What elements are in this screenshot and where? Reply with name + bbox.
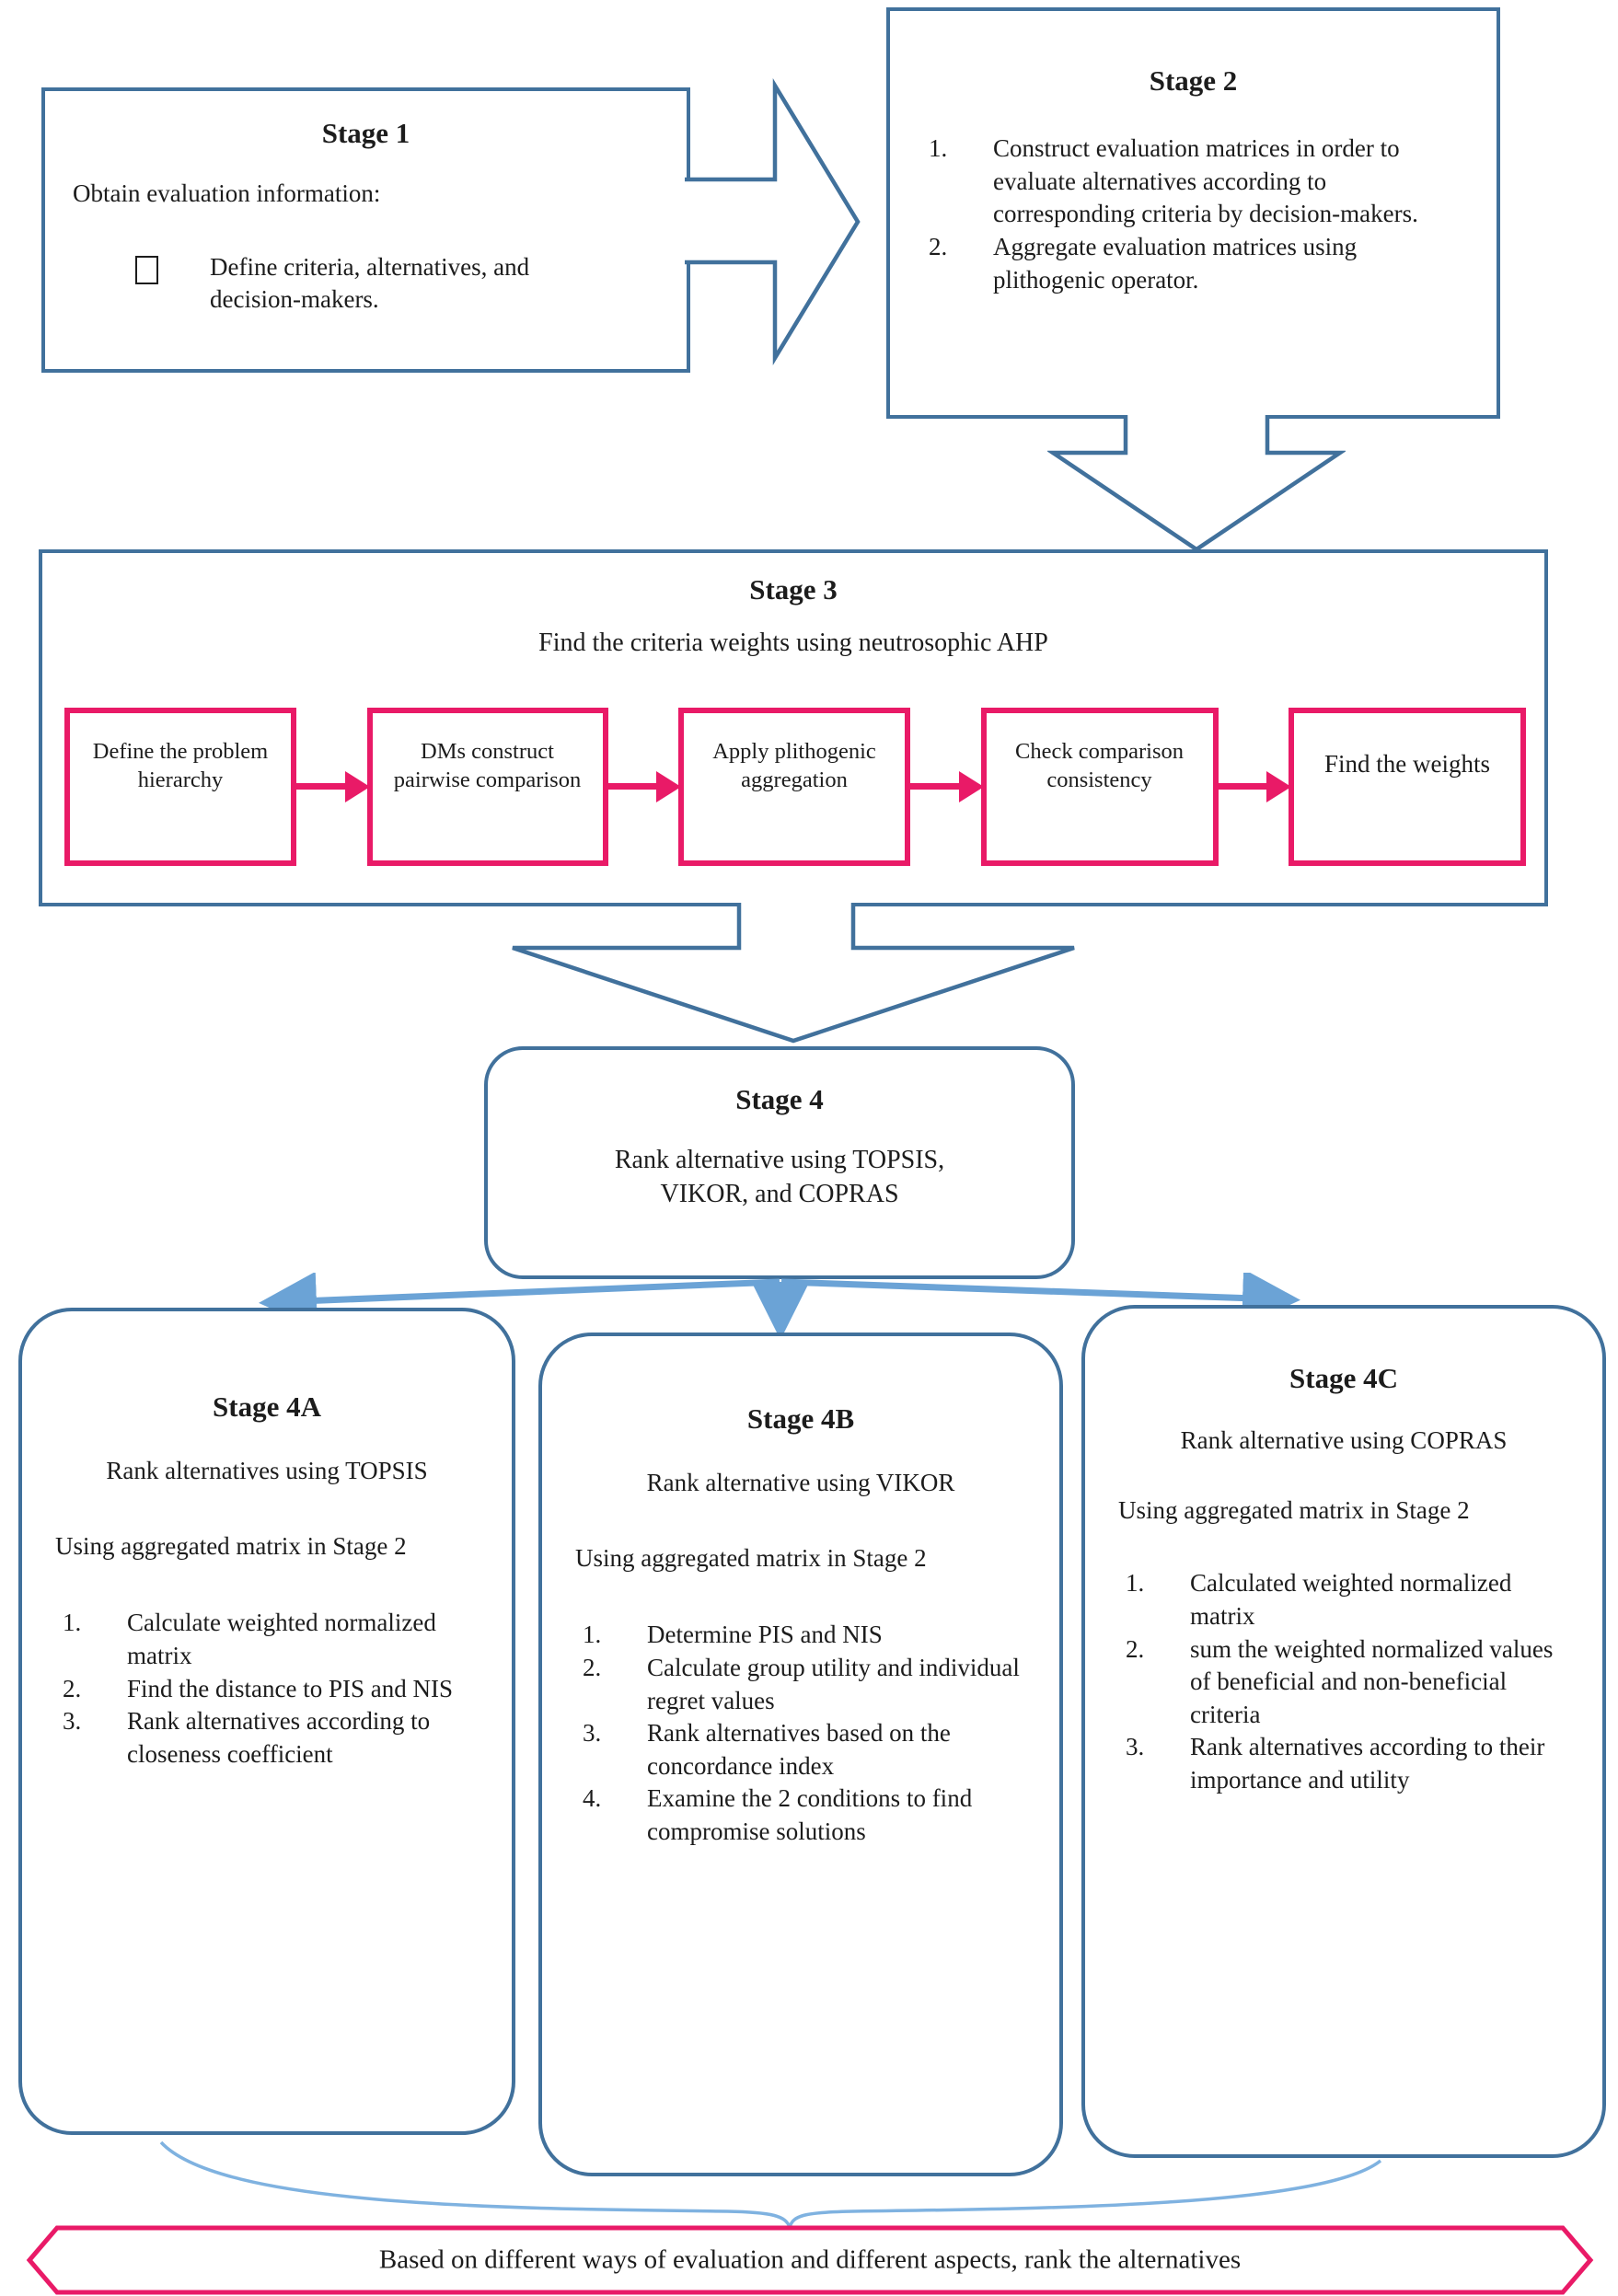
step-label: Find the weights (1324, 750, 1490, 778)
block-arrow-down-icon (1047, 414, 1346, 554)
stage2-item (921, 231, 1465, 296)
list-text: Examine the 2 conditions to find compromise solutions (647, 1784, 973, 1845)
stage1-bullet-text: Define criteria, alternatives, and decision-makers. (210, 252, 530, 314)
list-text: Rank alternatives according to their importance and utility (1190, 1733, 1545, 1794)
list-number: 1. (929, 134, 948, 162)
stage1-title: Stage 1 (321, 117, 410, 149)
stage4-text-line1: Rank alternative using TOPSIS, (614, 1146, 945, 1174)
list-text: Calculate weighted normalized matrix (127, 1609, 436, 1669)
stage4-box (484, 1046, 1075, 1279)
stage4b-subtitle: Rank alternative using VIKOR (646, 1469, 955, 1496)
stage4c-item (1118, 1731, 1569, 1796)
step-label: Define the problem hierarchy (92, 739, 269, 793)
stage4a-title: Stage 4A (213, 1390, 321, 1423)
stage4c-para: Using aggregated matrix in Stage 2 (1118, 1495, 1470, 1524)
stage4a-para: Using aggregated matrix in Stage 2 (55, 1531, 407, 1560)
stage4b-item (575, 1783, 1026, 1848)
stage3-process-row (64, 708, 1526, 866)
step-define-hierarchy (64, 708, 296, 866)
stage4b-box (538, 1333, 1063, 2176)
stage4b-item (575, 1619, 1026, 1652)
stage4-title: Stage 4 (735, 1083, 824, 1115)
stage3-title: Stage 3 (749, 573, 838, 606)
stage4b-item (575, 1652, 1026, 1717)
pink-arrow-right-icon (1219, 708, 1289, 866)
list-text: Calculated weighted normalized matrix (1190, 1569, 1512, 1630)
stage4a-subtitle: Rank alternatives using TOPSIS (106, 1457, 428, 1484)
stage4c-title: Stage 4C (1289, 1362, 1398, 1394)
list-number: 1. (583, 1621, 602, 1649)
step-pairwise-comparison (367, 708, 608, 866)
pink-arrow-right-icon (608, 708, 679, 866)
list-number: 2. (1126, 1634, 1145, 1663)
arrow-to-stage4c-icon (781, 1282, 1281, 1299)
step-label: Check comparison consistency (1014, 739, 1185, 793)
list-number: 3. (583, 1719, 602, 1748)
stage4b-item (575, 1717, 1026, 1783)
list-number: 3. (1126, 1733, 1145, 1761)
stage4-text-line2: VIKOR, and COPRAS (660, 1179, 899, 1208)
list-number: 1. (1126, 1569, 1145, 1598)
stage4b-para: Using aggregated matrix in Stage 2 (575, 1543, 927, 1572)
stage2-item (921, 133, 1465, 231)
list-text: Aggregate evaluation matrices using plithogenic operator. (993, 232, 1358, 294)
block-arrow-down-icon (502, 902, 1085, 1045)
stage4a-item (55, 1673, 479, 1706)
stage4b-title: Stage 4B (746, 1402, 855, 1435)
stage4c-subtitle: Rank alternative using COPRAS (1180, 1426, 1508, 1454)
pink-arrow-right-icon (296, 708, 367, 866)
stage4c-item (1118, 1633, 1569, 1732)
list-number: 1. (63, 1609, 82, 1637)
list-text: Rank alternatives based on the concordance index (647, 1719, 951, 1780)
stage4a-box (18, 1308, 515, 2135)
list-text: Find the distance to PIS and NIS (127, 1674, 453, 1702)
stage4a-item (55, 1705, 479, 1771)
stage2-title: Stage 2 (1149, 64, 1238, 97)
arrow-to-stage4a-icon (278, 1282, 780, 1302)
stage3-box (39, 549, 1548, 906)
stage1-intro: Obtain evaluation information: (73, 179, 381, 207)
stage3-subtitle: Find the criteria weights using neutrosophic AHP (538, 629, 1048, 657)
list-text: Calculate group utility and individual regret values (647, 1653, 1020, 1714)
stage1-bullet-row (45, 251, 687, 317)
banner (26, 2225, 1594, 2295)
list-text: Determine PIS and NIS (647, 1621, 883, 1649)
step-plithogenic-aggregation (678, 708, 910, 866)
list-number: 3. (63, 1707, 82, 1736)
list-number: 2. (929, 232, 948, 260)
merge-brace-icon (138, 2117, 1427, 2232)
stage4c-box (1081, 1305, 1606, 2158)
list-text: Rank alternatives according to closeness coefficient (127, 1707, 431, 1768)
pink-arrow-right-icon (910, 708, 981, 866)
banner-text: Based on different ways of evaluation and different aspects, rank the alternatives (378, 2244, 1242, 2275)
stage4c-item (1118, 1567, 1569, 1633)
stage4a-item (55, 1607, 479, 1672)
list-text: Construct evaluation matrices in order to evaluate alternatives according to corresponding criteria by decision-makers. (993, 134, 1418, 228)
stage1-box (41, 87, 690, 373)
square-bullet-icon (135, 256, 158, 284)
step-find-weights (1289, 708, 1526, 866)
step-label: Apply plithogenic aggregation (712, 739, 876, 793)
list-number: 2. (63, 1674, 82, 1702)
list-number: 4. (583, 1784, 602, 1813)
step-check-consistency (981, 708, 1219, 866)
block-arrow-right-icon (683, 78, 863, 365)
stage2-box (886, 7, 1500, 419)
step-label: DMs construct pairwise comparison (393, 739, 582, 793)
list-number: 2. (583, 1653, 602, 1681)
list-text: sum the weighted normalized values of beneficial and non-beneficial criteria (1190, 1634, 1554, 1728)
